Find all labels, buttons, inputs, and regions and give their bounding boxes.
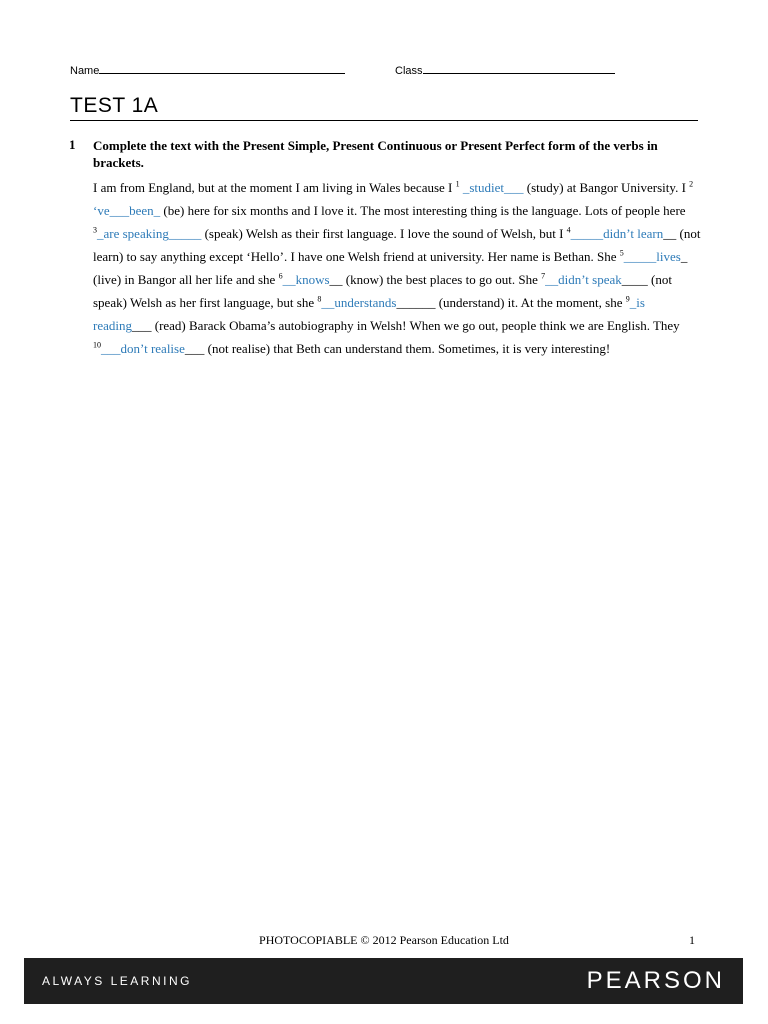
gap-number: 10 — [93, 340, 101, 350]
question-instruction: Complete the text with the Present Simple, Present Continuous or Present Perfect form of the verbs in brackets. — [93, 138, 658, 170]
passage-text-segment: _ (live) in Bangor all her life and she — [93, 249, 688, 287]
passage-text — [93, 176, 703, 360]
answer-7: __didn’t speak — [545, 272, 622, 287]
class-field — [395, 62, 615, 77]
answer-1: _studiet___ — [459, 180, 524, 195]
passage-text-segment: I am from England, but at the moment I am living in Wales because I — [93, 180, 456, 195]
copyright-notice: PHOTOCOPIABLE © 2012 Pearson Education Ltd — [259, 933, 509, 947]
page-title: TEST 1A — [70, 94, 698, 121]
gap-number: 7 — [541, 271, 546, 281]
answer-5: _____lives — [623, 249, 681, 264]
answer-9: _is reading — [93, 295, 645, 333]
passage-text-segment: __ (know) the best places to go out. She — [329, 272, 542, 287]
passage-text-segment: ____ (not speak) Welsh as her first language, but she — [93, 272, 672, 310]
gap-number: 9 — [625, 294, 630, 304]
passage-text-segment: ______ (understand) it. At the moment, she — [396, 295, 626, 310]
class-label: Class — [395, 65, 423, 77]
gap-number: 5 — [619, 248, 624, 258]
name-blank-line[interactable] — [99, 62, 345, 74]
brand-logo: PEARSON — [586, 967, 725, 994]
gap-number: 8 — [317, 294, 322, 304]
answer-8: __understands — [321, 295, 397, 310]
answer-2: ‘ve___been_ — [93, 203, 161, 218]
passage-text-segment: (speak) Welsh as their first language. I love the sound of Welsh, but I — [201, 226, 567, 241]
answer-6: __knows — [282, 272, 330, 287]
name-field — [70, 62, 345, 77]
brand-bar — [24, 958, 743, 1004]
gap-number: 1 — [455, 179, 460, 189]
gap-number: 2 — [689, 179, 694, 189]
gap-number: 6 — [278, 271, 283, 281]
page-number: 1 — [689, 933, 695, 947]
answer-3: _are speaking_____ — [97, 226, 202, 241]
passage-text-segment: ___ (read) Barack Obama’s autobiography in Welsh! When we go out, people think we are English. They — [131, 318, 680, 333]
answer-4: _____didn’t learn — [570, 226, 664, 241]
passage-text-segment: ___ (not realise) that Beth can understand them. Sometimes, it is very interesting! — [184, 341, 611, 356]
passage-text-segment: __ (not learn) to say anything except ‘Hello’. I have one Welsh friend at university. Her name is Bethan. She — [93, 226, 701, 264]
name-label: Name — [70, 65, 100, 77]
answer-10: ___don’t realise — [101, 341, 185, 356]
gap-number: 4 — [566, 225, 571, 235]
gap-number: 3 — [93, 225, 97, 235]
tagline: ALWAYS LEARNING — [42, 974, 192, 988]
class-blank-line[interactable] — [423, 62, 615, 74]
question-number: 1 — [69, 137, 76, 152]
passage-text-segment: (study) at Bangor University. I — [523, 180, 690, 195]
passage-text-segment: (be) here for six months and I love it. The most interesting thing is the language. Lots of people here — [160, 203, 686, 218]
